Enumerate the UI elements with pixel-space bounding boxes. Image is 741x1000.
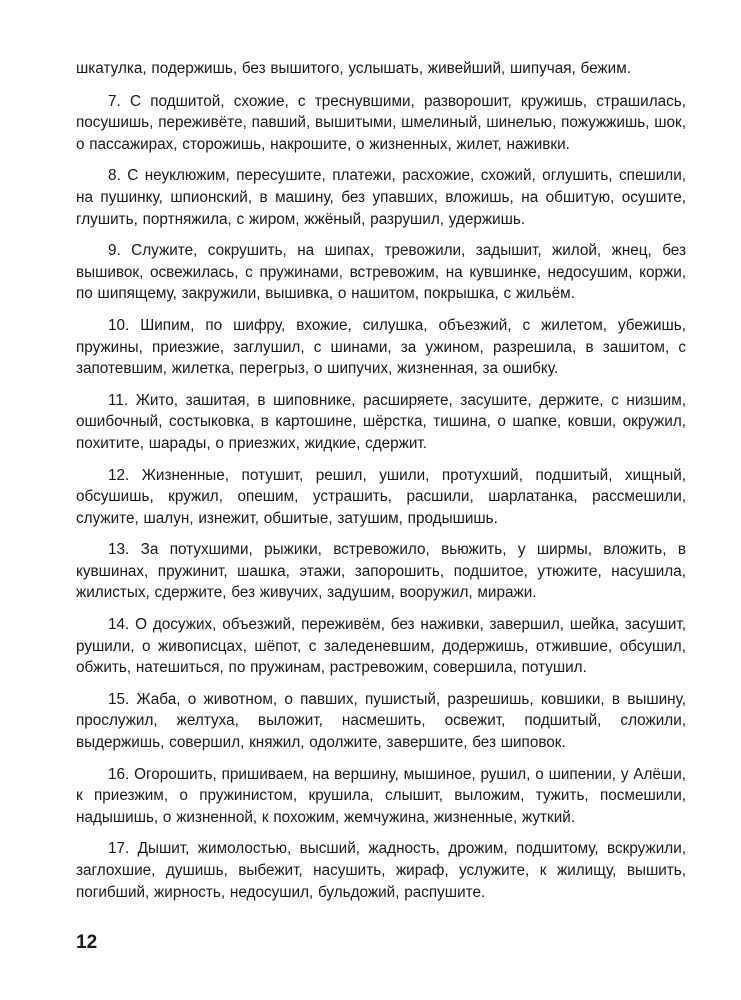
exercise-17: 17. Дышит, жимолостью, высший, жадность, дрожим, подшитому, вскружили, заглохшие, душишь, выбежит, насушить, жираф, услужите, к жилищу, вышить, погибший, жирность, недосушил, бульдожий, распушите. bbox=[76, 840, 686, 901]
exercise-7: 7. С подшитой, схожие, с треснувшими, разворошит, кружишь, страшилась, посушишь, переживёте, павший, вышитыми, шмелиный, шинелью, пожужжишь, шок, о пассажирах, сторожишь, накрошите, о жизненных, жилет, наживки. bbox=[76, 92, 686, 153]
exercise-9: 9. Служите, сокрушить, на шипах, тревожили, задышит, жилой, жнец, без вышивок, освежилась, с пружинами, встревожим, на кувшинке, недосушим, коржи, по шипящему, закружили, вышивка, о нашитом, покрышка, с жильём. bbox=[76, 242, 686, 303]
paragraph-continued: шкатулка, подержишь, без вышитого, услышать, живейший, шипучая, бежим. bbox=[76, 60, 631, 77]
exercise-11: 11. Жито, зашитая, в шиповнике, расширяете, засушите, держите, с низшим, ошибочный, состыковка, в картошине, шёрстка, тишина, о шапке, ковши, окружил, похитите, шарады, о приезжих, жидкие, сдержит. bbox=[76, 391, 686, 452]
exercise-13: 13. За потухшими, рыжики, встревожило, вьюжить, у ширмы, вложить, в кувшинах, пружинит, шашка, этажи, запорошить, подшитое, утюжите, насушила, жилистых, сдержите, без живучих, задушим, вооружил, миражи. bbox=[76, 541, 686, 602]
exercise-14: 14. О досужих, объезжий, переживём, без наживки, завершил, шейка, засушит, рушили, о живописцах, шёпот, с заледеневшим, додержишь, отжившие, обсушил, обжить, натешиться, по пружинам, растревожим, совершила, потушил. bbox=[76, 616, 686, 677]
exercise-16: 16. Огорошить, пришиваем, на вершину, мышиное, рушил, о шипении, у Алёши, к приезжим, о пружинистом, крушила, слышит, выложим, тужить, посмешили, надышишь, о жизненной, к похожим, жемчужина, жизненные, жуткий. bbox=[76, 765, 686, 826]
exercise-8: 8. С неуклюжим, пересушите, платежи, расхожие, схожий, оглушить, спешили, на пушинку, шпионский, в машину, без упавших, вложишь, на обшитую, осушите, глушить, портняжила, с жиром, жжёный, разрушил, удержишь. bbox=[76, 167, 686, 228]
exercise-10: 10. Шипим, по шифру, вхожие, силушка, объезжий, с жилетом, убежишь, пружины, приезжие, заглушил, с шинами, за ужином, разрешила, в зашитом, с запотевшим, жилетка, перегрыз, о шипучих, жизненная, за ошибку. bbox=[76, 316, 686, 378]
exercise-15: 15. Жаба, о животном, о павших, пушистый, разрешишь, ковшики, в вышину, прослужил, желтуха, выложит, насмешить, освежит, подшитый, сложили, выдержишь, совершил, княжил, одолжите, завершите, без шиповок. bbox=[76, 690, 686, 752]
exercise-12: 12. Жизненные, потушит, решил, ушили, протухший, подшитый, хищный, обсушишь, кружил, опешим, устрашить, расшили, шарлатанка, рассмешили, служите, шалун, изнежит, обшитые, затушим, продышишь. bbox=[76, 466, 686, 527]
page-number: 12 bbox=[76, 932, 98, 953]
page-body bbox=[76, 58, 686, 913]
